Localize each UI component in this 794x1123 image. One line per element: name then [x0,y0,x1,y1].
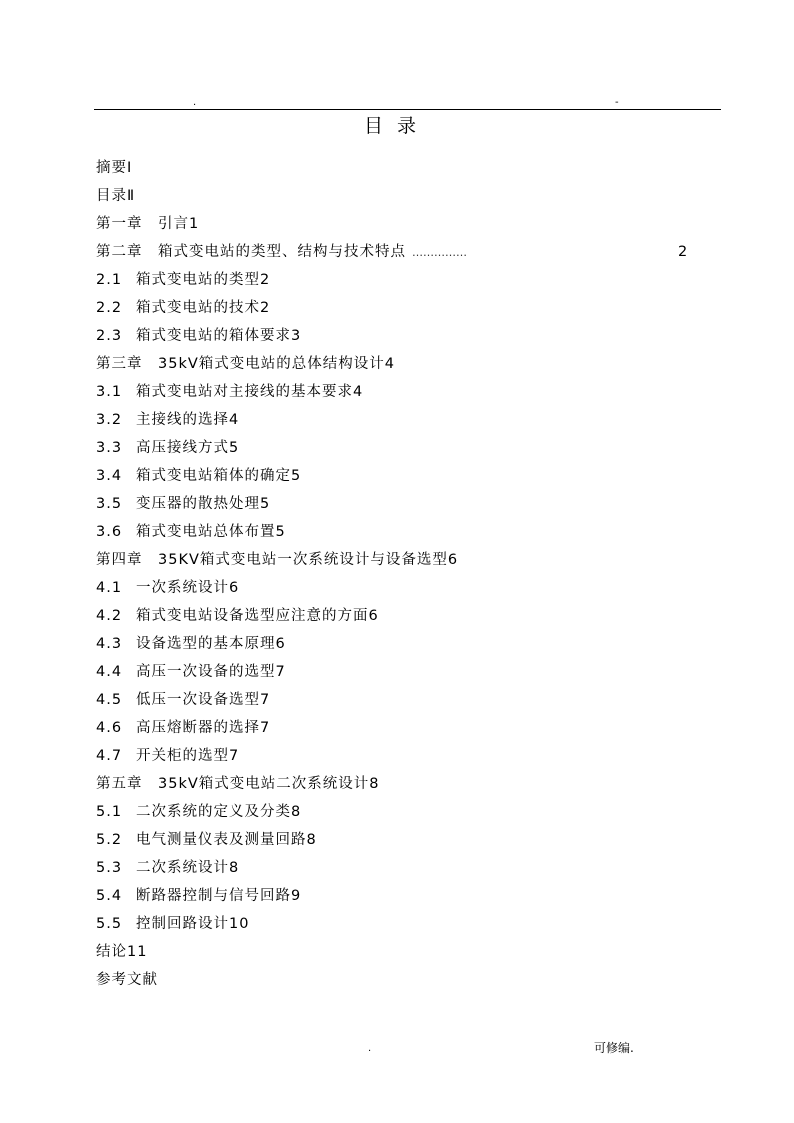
toc-entry[interactable] [96,658,696,686]
toc-entry-number: 3.3 [96,440,123,456]
toc-entry-text: 二次系统设计8 [136,860,240,876]
header-dot-left: . [193,97,197,108]
toc-entry[interactable] [96,574,696,602]
toc-entry[interactable] [96,630,696,658]
toc-entry[interactable] [96,462,696,490]
toc-entry-number: 4.4 [96,664,123,680]
toc-entry-number: 2.2 [96,300,123,316]
toc-entry-text: 主接线的选择4 [136,412,240,428]
toc-entry-number: 4.5 [96,692,123,708]
toc-entry[interactable] [96,154,696,182]
toc-entry-text: 第二章 箱式变电站的类型、结构与技术特点 [96,244,406,260]
toc-entry-number: 5.3 [96,860,123,876]
toc-entry[interactable] [96,546,696,574]
toc-entry-text: 低压一次设备选型7 [136,692,271,708]
toc-entry-number: 4.6 [96,720,123,736]
toc-entry-text: 变压器的散热处理5 [136,496,271,512]
toc-entry-page: 2 [678,244,689,260]
toc-entry[interactable] [96,406,696,434]
toc-entry[interactable] [96,826,696,854]
toc-entry-text: 箱式变电站对主接线的基本要求4 [136,384,364,400]
toc-entry[interactable] [96,238,696,266]
toc-entry-text: 高压接线方式5 [136,440,240,456]
toc-entry-text: 控制回路设计10 [136,916,250,932]
toc-entry-text: 箱式变电站设备选型应注意的方面6 [136,608,379,624]
page-title: 目录 [363,115,430,137]
toc-entry[interactable] [96,182,696,210]
toc-entry-number: 4.3 [96,636,123,652]
header-rule [94,109,721,110]
toc-entry[interactable] [96,938,696,966]
toc-entry-text: 摘要Ⅰ [96,160,133,176]
toc-entry-text: 第五章 35kV箱式变电站二次系统设计8 [96,776,380,792]
toc-entry-text: 高压熔断器的选择7 [136,720,271,736]
toc-entry-text: 箱式变电站箱体的确定5 [136,468,302,484]
header-dot-right: - [615,97,619,108]
toc-entry-text: 箱式变电站的类型2 [136,272,271,288]
toc-entry[interactable] [96,714,696,742]
toc-entry-text: 参考文献 [96,972,158,988]
toc-entry-text: 一次系统设计6 [136,580,240,596]
toc-entry[interactable] [96,854,696,882]
toc-entry-number: 5.1 [96,804,123,820]
table-of-contents [96,154,696,994]
toc-entry-number: 5.2 [96,832,123,848]
toc-entry[interactable] [96,882,696,910]
toc-entry-text: 第四章 35KV箱式变电站一次系统设计与设备选型6 [96,552,459,568]
toc-entry[interactable] [96,350,696,378]
toc-entry-number: 4.2 [96,608,123,624]
toc-entry-text: 设备选型的基本原理6 [136,636,286,652]
toc-entry-leader: …………… [412,246,467,259]
toc-entry-text: 箱式变电站的箱体要求3 [136,328,302,344]
toc-entry-number: 3.6 [96,524,123,540]
toc-entry-number: 3.2 [96,412,123,428]
toc-entry-number: 3.5 [96,496,123,512]
toc-entry-text: 电气测量仪表及测量回路8 [136,832,317,848]
toc-entry-text: 箱式变电站的技术2 [136,300,271,316]
toc-entry-text: 第一章 引言1 [96,216,200,232]
toc-entry-number: 2.1 [96,272,123,288]
toc-entry[interactable] [96,294,696,322]
toc-entry[interactable] [96,686,696,714]
toc-entry[interactable] [96,518,696,546]
footer-dot: . [368,1043,372,1054]
toc-entry[interactable] [96,266,696,294]
toc-entry[interactable] [96,378,696,406]
toc-entry[interactable] [96,602,696,630]
toc-entry[interactable] [96,770,696,798]
toc-entry[interactable] [96,742,696,770]
toc-entry[interactable] [96,322,696,350]
toc-entry-text: 结论11 [96,944,148,960]
toc-entry[interactable] [96,210,696,238]
toc-entry-text: 目录Ⅱ [96,188,136,204]
toc-entry-number: 2.3 [96,328,123,344]
toc-entry-number: 3.1 [96,384,123,400]
toc-entry-number: 3.4 [96,468,123,484]
toc-entry[interactable] [96,490,696,518]
toc-entry-text: 箱式变电站总体布置5 [136,524,286,540]
toc-entry[interactable] [96,966,696,994]
toc-entry-text: 断路器控制与信号回路9 [136,888,302,904]
toc-entry[interactable] [96,910,696,938]
toc-entry-text: 第三章 35kV箱式变电站的总体结构设计4 [96,356,395,372]
toc-entry-number: 4.7 [96,748,123,764]
footer-text: 可修编. [594,1041,634,1055]
toc-entry-text: 高压一次设备的选型7 [136,664,286,680]
toc-entry[interactable] [96,434,696,462]
toc-entry-number: 4.1 [96,580,123,596]
toc-entry-number: 5.5 [96,916,123,932]
toc-entry[interactable] [96,798,696,826]
toc-entry-text: 二次系统的定义及分类8 [136,804,302,820]
toc-entry-text: 开关柜的选型7 [136,748,240,764]
toc-entry-number: 5.4 [96,888,123,904]
